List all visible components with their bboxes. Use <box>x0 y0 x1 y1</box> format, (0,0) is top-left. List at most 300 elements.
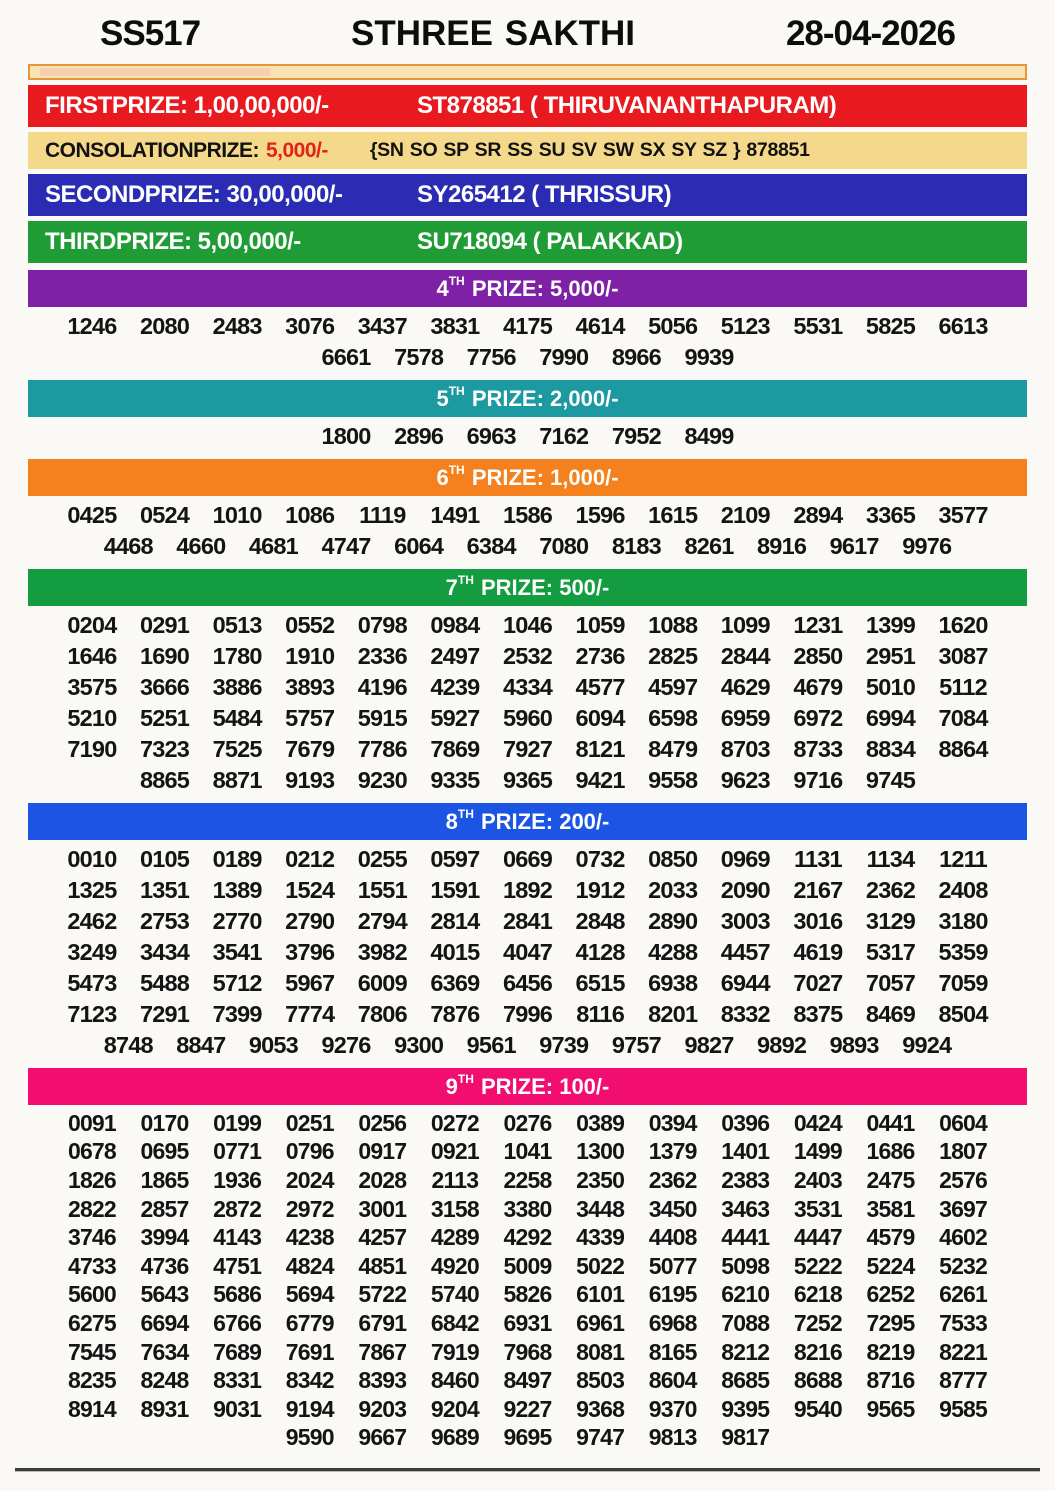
prize-number: 8497 <box>503 1367 552 1394</box>
prize-number: 1524 <box>285 877 335 903</box>
prize-band-title: 6TH PRIZE: 1,000/- <box>436 463 619 490</box>
prize-number: 4175 <box>502 313 553 339</box>
prize-number: 1646 <box>67 643 117 669</box>
prize-number: 0984 <box>430 612 480 638</box>
masthead <box>0 0 1055 62</box>
prize-number: 4577 <box>575 674 625 700</box>
prize-number: 7679 <box>285 736 335 762</box>
prize-number: 8748 <box>103 1032 153 1058</box>
prize-number: 8504 <box>938 1001 988 1027</box>
prize-number: 9558 <box>648 767 698 793</box>
prize-number: 3380 <box>503 1195 552 1222</box>
prize-number: 2972 <box>285 1195 334 1222</box>
prize-number: 2790 <box>285 908 335 934</box>
prize-band-ninth <box>28 1068 1027 1105</box>
first-prize-label: FIRSTPRIZE: 1,00,00,000/- <box>45 92 329 119</box>
prize-number: 0091 <box>67 1109 116 1136</box>
prize-number: 1491 <box>430 502 480 528</box>
prize-number: 5915 <box>357 705 407 731</box>
prize-number: 1596 <box>575 502 625 528</box>
prize-number: 6968 <box>648 1309 697 1336</box>
prize-number: 5825 <box>865 313 916 339</box>
prize-number: 3158 <box>430 1195 479 1222</box>
prize-number: 9276 <box>321 1032 371 1058</box>
prize-number: 9689 <box>430 1424 479 1451</box>
prize-number: 4334 <box>502 674 553 700</box>
prize-number: 1892 <box>502 877 553 903</box>
prize-number: 3463 <box>721 1195 770 1222</box>
prize-numbers-sixth <box>28 500 1027 562</box>
prize-number: 7876 <box>430 1001 480 1027</box>
number-row <box>28 937 1027 968</box>
third-prize-label: THIRDPRIZE: 5,00,000/- <box>45 228 301 255</box>
prize-number: 8916 <box>757 533 807 559</box>
prize-number: 2857 <box>140 1195 189 1222</box>
prize-numbers-fifth <box>28 421 1027 452</box>
number-row <box>28 500 1027 531</box>
prize-number: 2841 <box>502 908 553 934</box>
prize-number: 3365 <box>865 502 916 528</box>
prize-number: 2080 <box>139 313 190 339</box>
prize-number: 7691 <box>285 1338 334 1365</box>
prize-number: 3180 <box>938 908 988 934</box>
prize-number: 7806 <box>357 1001 407 1027</box>
prize-number: 4288 <box>648 939 698 965</box>
prize-number: 4747 <box>321 533 371 559</box>
prize-number: 8469 <box>865 1001 916 1027</box>
prize-number: 1119 <box>359 502 406 528</box>
prize-number: 6369 <box>430 970 480 996</box>
prize-number: 9745 <box>865 767 916 793</box>
prize-number: 5712 <box>212 970 262 996</box>
prize-number: 6944 <box>720 970 770 996</box>
prize-number: 0441 <box>866 1109 915 1136</box>
prize-number: 9924 <box>902 1032 952 1058</box>
prize-number: 6613 <box>938 313 988 339</box>
prize-number: 9365 <box>502 767 553 793</box>
number-row <box>28 844 1027 875</box>
prize-number: 2483 <box>212 313 262 339</box>
prize-number: 2532 <box>502 643 553 669</box>
prize-number: 0204 <box>67 612 117 638</box>
prize-number: 0276 <box>503 1109 552 1136</box>
prize-number: 1351 <box>139 877 190 903</box>
prize-number: 0597 <box>430 846 480 872</box>
prize-number: 3893 <box>285 674 335 700</box>
prize-number: 7545 <box>67 1338 116 1365</box>
prize-number: 1086 <box>285 502 335 528</box>
prize-number: 7774 <box>285 1001 335 1027</box>
prize-number: 9976 <box>902 533 952 559</box>
prize-number: 2362 <box>865 877 916 903</box>
number-row <box>28 906 1027 937</box>
prize-number: 6261 <box>939 1281 988 1308</box>
prize-number: 8777 <box>939 1367 988 1394</box>
prize-number: 7968 <box>503 1338 552 1365</box>
prize-number: 8460 <box>430 1367 479 1394</box>
prize-number: 0272 <box>430 1109 479 1136</box>
prize-number: 9203 <box>358 1395 407 1422</box>
prize-number: 5210 <box>67 705 117 731</box>
prize-number: 5232 <box>939 1252 988 1279</box>
prize-number: 0394 <box>648 1109 697 1136</box>
prize-number: 2258 <box>503 1166 552 1193</box>
prize-number: 8165 <box>648 1338 697 1365</box>
number-row <box>28 672 1027 703</box>
prize-number: 6938 <box>648 970 698 996</box>
prize-number: 0604 <box>939 1109 988 1136</box>
prize-number: 4441 <box>721 1224 770 1251</box>
prize-number: 0010 <box>67 846 117 872</box>
prize-number: 7295 <box>866 1309 915 1336</box>
prize-number: 4619 <box>793 939 843 965</box>
prize-number: 9561 <box>466 1032 516 1058</box>
prize-number: 3994 <box>140 1224 189 1251</box>
prize-number: 7919 <box>430 1338 479 1365</box>
prize-number: 8966 <box>611 344 661 370</box>
prize-number: 2028 <box>358 1166 407 1193</box>
prize-number: 9194 <box>285 1395 334 1422</box>
prize-number: 5222 <box>793 1252 842 1279</box>
prize-number: 0396 <box>721 1109 770 1136</box>
prize-number: 5960 <box>502 705 553 731</box>
prize-number: 6094 <box>575 705 625 731</box>
prize-number: 4468 <box>103 533 153 559</box>
prize-number: 8931 <box>140 1395 189 1422</box>
prize-number: 2408 <box>938 877 988 903</box>
prize-number: 7867 <box>358 1338 407 1365</box>
prize-number: 7533 <box>939 1309 988 1336</box>
prize-number: 0170 <box>140 1109 189 1136</box>
prize-number: 6210 <box>721 1281 770 1308</box>
prize-number: 9739 <box>539 1032 589 1058</box>
prize-number: 6384 <box>466 533 516 559</box>
prize-number: 6598 <box>648 705 698 731</box>
prize-number: 5757 <box>285 705 335 731</box>
prize-number: 0798 <box>357 612 407 638</box>
prize-number: 9053 <box>248 1032 298 1058</box>
number-row <box>28 999 1027 1030</box>
prize-number: 4015 <box>430 939 480 965</box>
number-row <box>28 1338 1027 1367</box>
first-prize-ticket: ST878851 ( THIRUVANANTHAPURAM) <box>417 92 837 119</box>
prize-number: 6456 <box>502 970 553 996</box>
prize-numbers-eighth <box>28 844 1027 1061</box>
number-row <box>28 1366 1027 1395</box>
prize-number: 1401 <box>721 1138 770 1165</box>
header-strip-pink-overlay <box>40 68 270 76</box>
prize-number: 7634 <box>140 1338 189 1365</box>
prize-band-title: 7TH PRIZE: 500/- <box>445 573 610 600</box>
prize-number: 8216 <box>793 1338 842 1365</box>
prize-number: 2109 <box>720 502 770 528</box>
prize-number: 4047 <box>502 939 553 965</box>
prize-number: 7252 <box>793 1309 842 1336</box>
prize-number: 9757 <box>611 1032 661 1058</box>
prize-number: 5694 <box>285 1281 334 1308</box>
prize-number: 9368 <box>576 1395 625 1422</box>
prize-number: 2403 <box>793 1166 842 1193</box>
prize-number: 7027 <box>793 970 843 996</box>
prize-number: 4751 <box>213 1252 262 1279</box>
prize-number: 9817 <box>721 1424 770 1451</box>
prize-number: 3577 <box>938 502 988 528</box>
prize-number: 0105 <box>139 846 190 872</box>
prize-number: 2848 <box>575 908 625 934</box>
prize-number: 7323 <box>139 736 190 762</box>
prize-number: 0424 <box>793 1109 842 1136</box>
prize-number: 7057 <box>865 970 916 996</box>
prize-number: 5112 <box>939 674 987 700</box>
prize-number: 4851 <box>358 1252 407 1279</box>
prize-number: 1389 <box>212 877 262 903</box>
prize-number: 1099 <box>720 612 770 638</box>
prize-number: 8261 <box>684 533 734 559</box>
prize-number: 6064 <box>394 533 444 559</box>
prize-number: 2753 <box>139 908 190 934</box>
prize-number: 6994 <box>865 705 916 731</box>
prize-number: 5740 <box>430 1281 479 1308</box>
prize-number: 0917 <box>358 1138 407 1165</box>
prize-number: 0771 <box>213 1138 262 1165</box>
prize-number: 1131 <box>793 846 842 872</box>
prize-number: 6275 <box>67 1309 116 1336</box>
prize-number: 2113 <box>431 1166 479 1193</box>
prize-number: 9590 <box>285 1424 334 1451</box>
prize-number: 5927 <box>430 705 480 731</box>
prize-band-title: 8TH PRIZE: 200/- <box>445 807 610 834</box>
number-row <box>28 1109 1027 1138</box>
prize-number: 1134 <box>866 846 915 872</box>
prize-number: 2951 <box>865 643 916 669</box>
prize-number: 9193 <box>285 767 335 793</box>
prize-number: 9370 <box>648 1395 697 1422</box>
prize-number: 2890 <box>648 908 698 934</box>
prize-number: 3450 <box>648 1195 697 1222</box>
prize-number: 7123 <box>67 1001 117 1027</box>
prize-band-seventh <box>28 569 1027 606</box>
prize-band-title: 5TH PRIZE: 2,000/- <box>436 384 619 411</box>
prize-number: 1615 <box>648 502 698 528</box>
prize-number: 2896 <box>394 423 444 449</box>
prize-number: 7756 <box>466 344 516 370</box>
number-row <box>28 1030 1027 1061</box>
prize-number: 4736 <box>140 1252 189 1279</box>
prize-number: 6694 <box>140 1309 189 1336</box>
prize-number: 3796 <box>285 939 335 965</box>
prize-number: 3016 <box>793 908 843 934</box>
prize-number: 4408 <box>648 1224 697 1251</box>
prize-number: 9695 <box>503 1424 552 1451</box>
number-row <box>28 641 1027 672</box>
prize-band-sixth <box>28 459 1027 496</box>
prize-number: 0850 <box>648 846 698 872</box>
prize-number: 6963 <box>466 423 516 449</box>
prize-number: 8479 <box>648 736 698 762</box>
prize-number: 1499 <box>793 1138 842 1165</box>
prize-number: 6842 <box>430 1309 479 1336</box>
prize-numbers-seventh <box>28 610 1027 796</box>
prize-number: 9892 <box>757 1032 807 1058</box>
prize-number: 6252 <box>866 1281 915 1308</box>
prize-number: 1686 <box>866 1138 915 1165</box>
consolation-prize-label: CONSOLATIONPRIZE: <box>45 138 259 162</box>
prize-number: 2167 <box>793 877 843 903</box>
prize-number: 0732 <box>575 846 625 872</box>
prize-number: 0513 <box>212 612 262 638</box>
prize-number: 8703 <box>720 736 770 762</box>
prize-band-eighth <box>28 803 1027 840</box>
prize-number: 2872 <box>213 1195 262 1222</box>
prize-number: 8332 <box>720 1001 770 1027</box>
prize-number: 8604 <box>648 1367 697 1394</box>
prize-number: 8733 <box>793 736 843 762</box>
prize-number: 3076 <box>285 313 335 339</box>
prize-number: 9230 <box>357 767 407 793</box>
prize-number: 9939 <box>684 344 734 370</box>
prize-number: 8499 <box>684 423 734 449</box>
prize-number: 3531 <box>793 1195 842 1222</box>
prize-number: 6009 <box>357 970 407 996</box>
prize-number: 3087 <box>938 643 988 669</box>
second-prize-row <box>28 174 1027 216</box>
prize-number: 8331 <box>213 1367 262 1394</box>
prize-number: 5009 <box>503 1252 552 1279</box>
prize-number: 8375 <box>793 1001 843 1027</box>
prize-number: 2822 <box>67 1195 116 1222</box>
prize-number: 4257 <box>358 1224 407 1251</box>
prize-number: 4920 <box>430 1252 479 1279</box>
prize-number: 7952 <box>611 423 661 449</box>
prize-number: 7869 <box>430 736 480 762</box>
prize-number: 1826 <box>67 1166 116 1193</box>
second-prize-ticket: SY265412 ( THRISSUR) <box>417 181 672 208</box>
draw-date: 28-04-2026 <box>785 14 955 53</box>
number-row <box>28 968 1027 999</box>
prize-number: 2462 <box>67 908 117 934</box>
prize-band-fifth <box>28 380 1027 417</box>
prize-number: 8212 <box>721 1338 770 1365</box>
prize-number: 3575 <box>67 674 117 700</box>
prize-number: 4679 <box>793 674 843 700</box>
prize-number: 5531 <box>793 313 843 339</box>
prize-number: 8235 <box>67 1367 116 1394</box>
prize-number: 0251 <box>285 1109 334 1136</box>
prize-number: 7689 <box>213 1338 262 1365</box>
prize-number: 1300 <box>576 1138 625 1165</box>
prize-number: 1059 <box>575 612 625 638</box>
prize-number: 1246 <box>67 313 117 339</box>
prize-number: 1325 <box>67 877 117 903</box>
prize-number: 3746 <box>67 1224 116 1251</box>
prize-number: 7080 <box>539 533 589 559</box>
prize-number: 7084 <box>938 705 988 731</box>
prize-number: 0389 <box>576 1109 625 1136</box>
prize-number: 1910 <box>285 643 335 669</box>
prize-number: 8183 <box>611 533 661 559</box>
prize-number: 9716 <box>793 767 843 793</box>
number-row <box>28 703 1027 734</box>
prize-number: 0255 <box>357 846 407 872</box>
prize-number: 3003 <box>720 908 770 934</box>
prize-number: 0524 <box>139 502 190 528</box>
prize-number: 2736 <box>575 643 625 669</box>
prize-number: 4238 <box>285 1224 334 1251</box>
prize-number: 6101 <box>576 1281 625 1308</box>
prize-number: 0256 <box>358 1109 407 1136</box>
prize-number: 8081 <box>576 1338 625 1365</box>
prize-number: 3001 <box>358 1195 407 1222</box>
prize-number: 1379 <box>648 1138 697 1165</box>
prize-number: 1912 <box>575 877 625 903</box>
prize-number: 8865 <box>139 767 190 793</box>
prize-number: 4128 <box>575 939 625 965</box>
prize-number: 4457 <box>720 939 770 965</box>
number-row <box>28 342 1027 373</box>
first-prize-row <box>28 85 1027 127</box>
prize-number: 5488 <box>139 970 190 996</box>
prize-number: 8116 <box>576 1001 624 1027</box>
consolation-prize-amount: 5,000/- <box>265 138 328 162</box>
prize-number: 1800 <box>321 423 371 449</box>
prize-number: 5010 <box>865 674 916 700</box>
prize-number: 9335 <box>430 767 480 793</box>
prize-number: 8201 <box>648 1001 698 1027</box>
prize-number: 2033 <box>648 877 698 903</box>
prize-number: 7162 <box>539 423 589 449</box>
footer-divider <box>15 1468 1040 1471</box>
prize-number: 6779 <box>285 1309 334 1336</box>
prize-number: 9565 <box>866 1395 915 1422</box>
number-row <box>28 1138 1027 1167</box>
prize-number: 4597 <box>648 674 698 700</box>
consolation-prize-row <box>28 132 1027 169</box>
prize-number: 8248 <box>140 1367 189 1394</box>
prize-number: 7996 <box>502 1001 553 1027</box>
prize-number: 5224 <box>866 1252 915 1279</box>
prize-number: 5251 <box>139 705 190 731</box>
prize-number: 3831 <box>430 313 480 339</box>
prize-number: 6931 <box>503 1309 552 1336</box>
prize-number: 2497 <box>430 643 480 669</box>
prize-number: 0199 <box>213 1109 262 1136</box>
prize-number: 2894 <box>793 502 843 528</box>
number-row <box>28 1195 1027 1224</box>
prize-number: 0695 <box>140 1138 189 1165</box>
prize-number: 1690 <box>139 643 190 669</box>
prize-number: 5077 <box>648 1252 697 1279</box>
prize-number: 5359 <box>938 939 988 965</box>
prize-number: 6959 <box>720 705 770 731</box>
prize-numbers-ninth <box>28 1109 1027 1452</box>
prize-number: 8847 <box>176 1032 226 1058</box>
prize-number: 0212 <box>285 846 335 872</box>
prize-number: 8864 <box>938 736 988 762</box>
prize-number: 5473 <box>67 970 117 996</box>
prize-number: 7578 <box>394 344 444 370</box>
prize-number: 2850 <box>793 643 843 669</box>
prize-number: 3666 <box>139 674 190 700</box>
number-row <box>28 1281 1027 1310</box>
prize-number: 2383 <box>721 1166 770 1193</box>
prize-number: 4824 <box>285 1252 334 1279</box>
prize-number: 8221 <box>939 1338 988 1365</box>
prize-number: 8871 <box>212 767 262 793</box>
prize-band-fourth <box>28 270 1027 307</box>
prize-number: 9747 <box>576 1424 625 1451</box>
prize-number: 2350 <box>576 1166 625 1193</box>
prize-number: 1046 <box>502 612 553 638</box>
